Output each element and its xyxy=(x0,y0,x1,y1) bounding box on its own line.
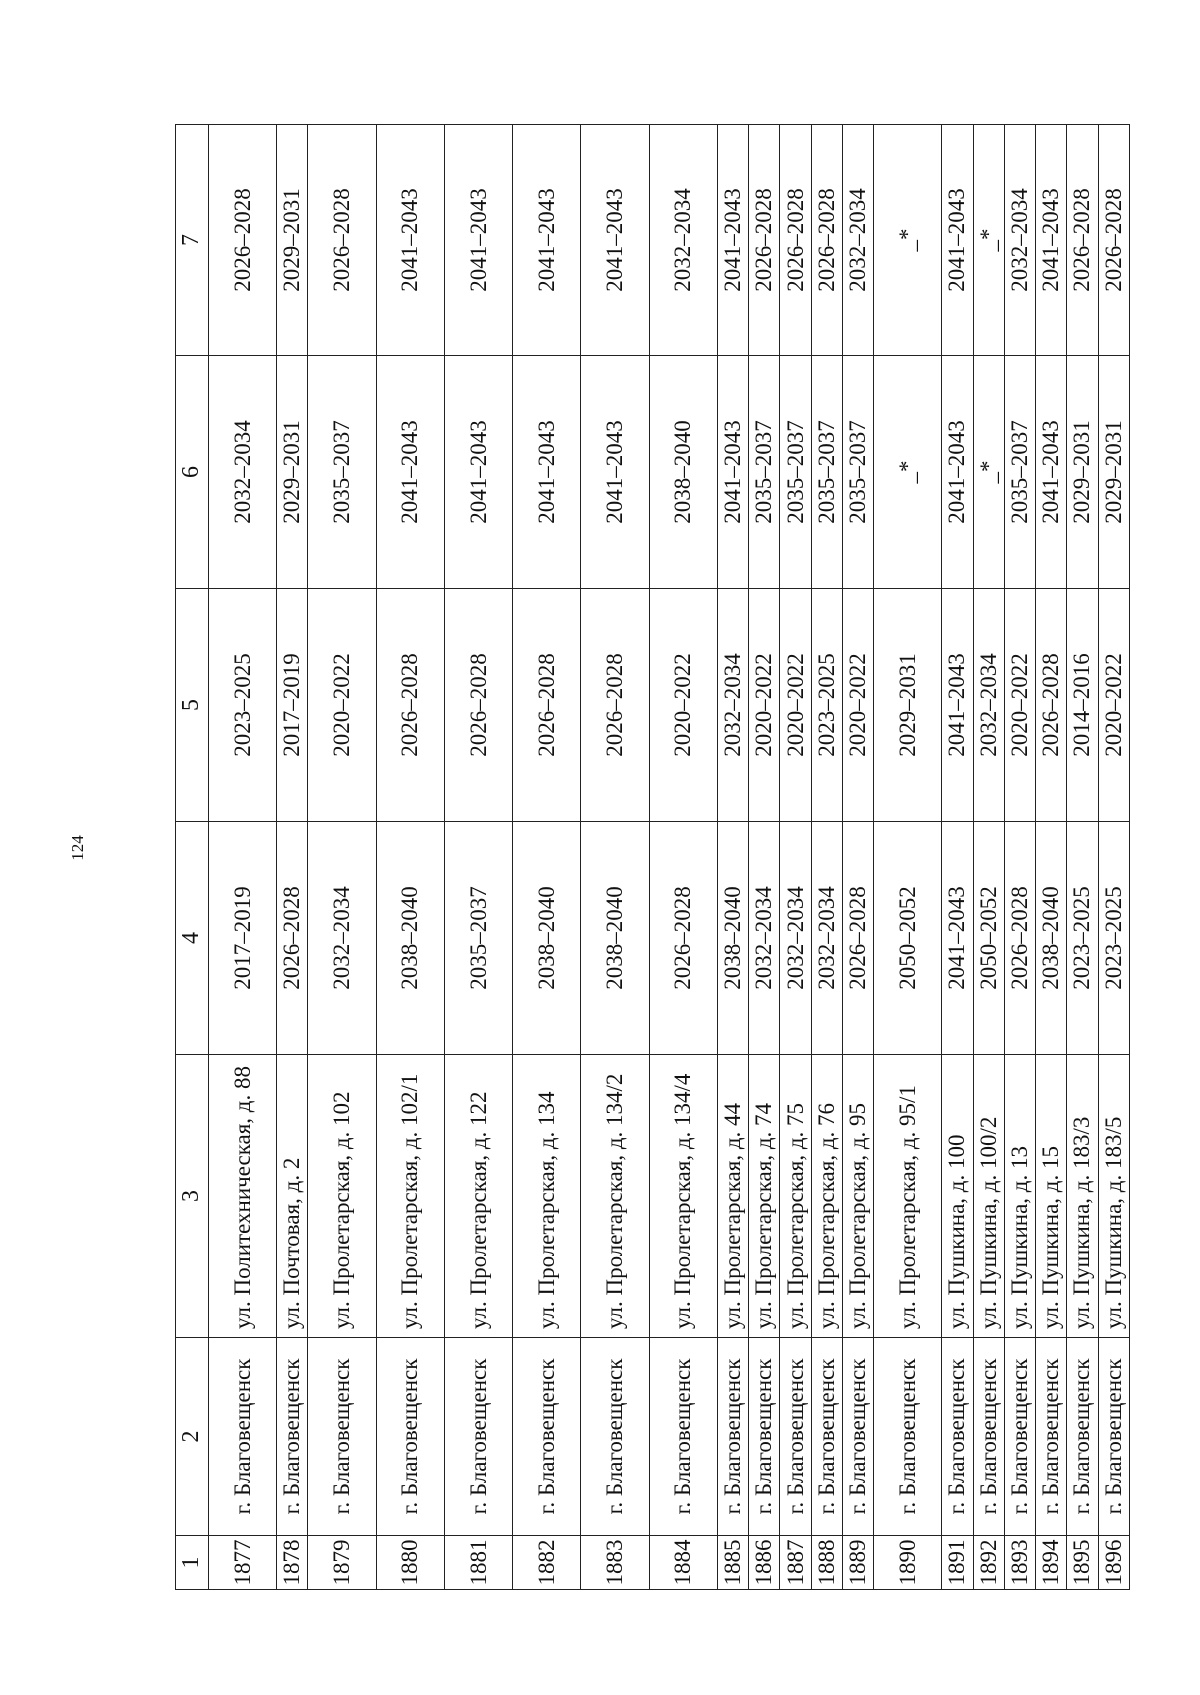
period-cell: 2041–2043 xyxy=(717,356,748,589)
period-cell: 2032–2034 xyxy=(842,125,873,356)
period-cell: 2041–2043 xyxy=(942,589,973,822)
period-cell: 2035–2037 xyxy=(780,356,811,589)
period-cell: 2026–2028 xyxy=(209,125,277,356)
table-row xyxy=(874,125,942,1590)
period-cell: 2032–2034 xyxy=(749,822,780,1055)
column-header: 5 xyxy=(176,589,209,822)
address-cell: ул. Пролетарская, д. 95/1 xyxy=(874,1055,942,1338)
city-cell: г. Благовещенск xyxy=(1004,1338,1035,1536)
table-row xyxy=(842,125,873,1590)
city-cell: г. Благовещенск xyxy=(1036,1338,1067,1536)
period-cell: 2026–2028 xyxy=(749,125,780,356)
period-cell: _* xyxy=(973,356,1004,589)
period-cell: 2026–2028 xyxy=(1004,822,1035,1055)
period-cell: 2032–2034 xyxy=(973,589,1004,822)
table-row xyxy=(780,125,811,1590)
row-number: 1878 xyxy=(277,1536,308,1590)
period-cell: 2038–2040 xyxy=(581,822,649,1055)
table-row xyxy=(749,125,780,1590)
row-number: 1894 xyxy=(1036,1536,1067,1590)
address-cell: ул. Пушкина, д. 100 xyxy=(942,1055,973,1338)
period-cell: 2041–2043 xyxy=(376,356,444,589)
address-cell: ул. Пролетарская, д. 134/2 xyxy=(581,1055,649,1338)
table-row xyxy=(1004,125,1035,1590)
period-cell: 2041–2043 xyxy=(581,356,649,589)
period-cell: 2041–2043 xyxy=(1036,125,1067,356)
city-cell: г. Благовещенск xyxy=(376,1338,444,1536)
table-row xyxy=(1036,125,1067,1590)
rotated-table-container xyxy=(175,125,1130,1590)
period-cell: 2038–2040 xyxy=(717,822,748,1055)
city-cell: г. Благовещенск xyxy=(277,1338,308,1536)
city-cell: г. Благовещенск xyxy=(780,1338,811,1536)
period-cell: 2032–2034 xyxy=(209,356,277,589)
row-number: 1885 xyxy=(717,1536,748,1590)
city-cell: г. Благовещенск xyxy=(942,1338,973,1536)
period-cell: 2026–2028 xyxy=(581,589,649,822)
table-row xyxy=(308,125,376,1590)
city-cell: г. Благовещенск xyxy=(1067,1338,1098,1536)
city-cell: г. Благовещенск xyxy=(513,1338,581,1536)
row-number: 1883 xyxy=(581,1536,649,1590)
address-cell: ул. Пушкина, д. 183/3 xyxy=(1067,1055,1098,1338)
period-cell: _* xyxy=(874,125,942,356)
address-cell: ул. Пушкина, д. 13 xyxy=(1004,1055,1035,1338)
period-cell: 2041–2043 xyxy=(444,356,512,589)
address-cell: ул. Пролетарская, д. 74 xyxy=(749,1055,780,1338)
period-cell: 2041–2043 xyxy=(581,125,649,356)
period-cell: 2032–2034 xyxy=(1004,125,1035,356)
period-cell: 2020–2022 xyxy=(1004,589,1035,822)
period-cell: 2029–2031 xyxy=(277,125,308,356)
period-cell: 2035–2037 xyxy=(749,356,780,589)
row-number: 1877 xyxy=(209,1536,277,1590)
period-cell: 2014–2016 xyxy=(1067,589,1098,822)
period-cell: 2038–2040 xyxy=(649,356,717,589)
table-row xyxy=(717,125,748,1590)
row-number: 1880 xyxy=(376,1536,444,1590)
city-cell: г. Благовещенск xyxy=(581,1338,649,1536)
city-cell: г. Благовещенск xyxy=(973,1338,1004,1536)
period-cell: 2026–2028 xyxy=(1098,125,1129,356)
period-cell: 2041–2043 xyxy=(942,822,973,1055)
period-cell: 2026–2028 xyxy=(811,125,842,356)
period-cell: 2032–2034 xyxy=(717,589,748,822)
period-cell: 2050–2052 xyxy=(874,822,942,1055)
period-cell: 2038–2040 xyxy=(376,822,444,1055)
period-cell: 2041–2043 xyxy=(513,125,581,356)
row-number: 1881 xyxy=(444,1536,512,1590)
table-row xyxy=(942,125,973,1590)
city-cell: г. Благовещенск xyxy=(209,1338,277,1536)
column-header: 2 xyxy=(176,1338,209,1536)
row-number: 1882 xyxy=(513,1536,581,1590)
period-cell: 2041–2043 xyxy=(942,356,973,589)
period-cell: 2023–2025 xyxy=(1067,822,1098,1055)
period-cell: 2026–2028 xyxy=(842,822,873,1055)
header-row xyxy=(176,125,209,1590)
table-row xyxy=(1067,125,1098,1590)
period-cell: 2026–2028 xyxy=(1067,125,1098,356)
period-cell: 2026–2028 xyxy=(277,822,308,1055)
address-cell: ул. Почтовая, д. 2 xyxy=(277,1055,308,1338)
schedule-table xyxy=(175,124,1130,1590)
period-cell: 2038–2040 xyxy=(513,822,581,1055)
table-row xyxy=(1098,125,1129,1590)
period-cell: 2020–2022 xyxy=(308,589,376,822)
period-cell: 2035–2037 xyxy=(1004,356,1035,589)
period-cell: _* xyxy=(874,356,942,589)
column-header: 3 xyxy=(176,1055,209,1338)
table-row xyxy=(277,125,308,1590)
row-number: 1879 xyxy=(308,1536,376,1590)
address-cell: ул. Пролетарская, д. 102/1 xyxy=(376,1055,444,1338)
period-cell: 2029–2031 xyxy=(1098,356,1129,589)
period-cell: 2017–2019 xyxy=(209,822,277,1055)
table-row xyxy=(376,125,444,1590)
period-cell: 2041–2043 xyxy=(942,125,973,356)
period-cell: 2041–2043 xyxy=(444,125,512,356)
address-cell: ул. Пролетарская, д. 76 xyxy=(811,1055,842,1338)
row-number: 1884 xyxy=(649,1536,717,1590)
period-cell: 2029–2031 xyxy=(277,356,308,589)
period-cell: 2020–2022 xyxy=(780,589,811,822)
period-cell: 2020–2022 xyxy=(649,589,717,822)
address-cell: ул. Пролетарская, д. 102 xyxy=(308,1055,376,1338)
address-cell: ул. Пролетарская, д. 95 xyxy=(842,1055,873,1338)
table-row xyxy=(444,125,512,1590)
period-cell: 2020–2022 xyxy=(749,589,780,822)
table-row xyxy=(973,125,1004,1590)
page-number: 124 xyxy=(68,835,87,861)
period-cell: 2023–2025 xyxy=(209,589,277,822)
period-cell: 2026–2028 xyxy=(649,822,717,1055)
row-number: 1896 xyxy=(1098,1536,1129,1590)
period-cell: 2026–2028 xyxy=(1036,589,1067,822)
table-row xyxy=(581,125,649,1590)
city-cell: г. Благовещенск xyxy=(717,1338,748,1536)
row-number: 1889 xyxy=(842,1536,873,1590)
table-row xyxy=(649,125,717,1590)
column-header: 7 xyxy=(176,125,209,356)
table-row xyxy=(513,125,581,1590)
address-cell: ул. Пролетарская, д. 75 xyxy=(780,1055,811,1338)
period-cell: 2020–2022 xyxy=(1098,589,1129,822)
city-cell: г. Благовещенск xyxy=(444,1338,512,1536)
column-header: 4 xyxy=(176,822,209,1055)
city-cell: г. Благовещенск xyxy=(842,1338,873,1536)
city-cell: г. Благовещенск xyxy=(1098,1338,1129,1536)
address-cell: ул. Политехническая, д. 88 xyxy=(209,1055,277,1338)
period-cell: 2035–2037 xyxy=(444,822,512,1055)
period-cell: 2029–2031 xyxy=(874,589,942,822)
city-cell: г. Благовещенск xyxy=(749,1338,780,1536)
address-cell: ул. Пролетарская, д. 44 xyxy=(717,1055,748,1338)
period-cell: 2038–2040 xyxy=(1036,822,1067,1055)
period-cell: 2032–2034 xyxy=(308,822,376,1055)
address-cell: ул. Пролетарская, д. 122 xyxy=(444,1055,512,1338)
period-cell: 2023–2025 xyxy=(1098,822,1129,1055)
period-cell: _* xyxy=(973,125,1004,356)
row-number: 1893 xyxy=(1004,1536,1035,1590)
row-number: 1886 xyxy=(749,1536,780,1590)
address-cell: ул. Пушкина, д. 100/2 xyxy=(973,1055,1004,1338)
period-cell: 2050–2052 xyxy=(973,822,1004,1055)
row-number: 1892 xyxy=(973,1536,1004,1590)
period-cell: 2041–2043 xyxy=(1036,356,1067,589)
period-cell: 2020–2022 xyxy=(842,589,873,822)
period-cell: 2029–2031 xyxy=(1067,356,1098,589)
address-cell: ул. Пушкина, д. 15 xyxy=(1036,1055,1067,1338)
address-cell: ул. Пушкина, д. 183/5 xyxy=(1098,1055,1129,1338)
address-cell: ул. Пролетарская, д. 134/4 xyxy=(649,1055,717,1338)
row-number: 1890 xyxy=(874,1536,942,1590)
period-cell: 2017–2019 xyxy=(277,589,308,822)
period-cell: 2041–2043 xyxy=(376,125,444,356)
period-cell: 2023–2025 xyxy=(811,589,842,822)
row-number: 1888 xyxy=(811,1536,842,1590)
table-row xyxy=(209,125,277,1590)
period-cell: 2035–2037 xyxy=(811,356,842,589)
period-cell: 2041–2043 xyxy=(513,356,581,589)
city-cell: г. Благовещенск xyxy=(874,1338,942,1536)
row-number: 1887 xyxy=(780,1536,811,1590)
period-cell: 2032–2034 xyxy=(780,822,811,1055)
address-cell: ул. Пролетарская, д. 134 xyxy=(513,1055,581,1338)
period-cell: 2026–2028 xyxy=(308,125,376,356)
period-cell: 2026–2028 xyxy=(780,125,811,356)
period-cell: 2026–2028 xyxy=(376,589,444,822)
period-cell: 2026–2028 xyxy=(444,589,512,822)
city-cell: г. Благовещенск xyxy=(308,1338,376,1536)
period-cell: 2035–2037 xyxy=(842,356,873,589)
row-number: 1895 xyxy=(1067,1536,1098,1590)
column-header: 6 xyxy=(176,356,209,589)
period-cell: 2035–2037 xyxy=(308,356,376,589)
city-cell: г. Благовещенск xyxy=(649,1338,717,1536)
city-cell: г. Благовещенск xyxy=(811,1338,842,1536)
period-cell: 2026–2028 xyxy=(513,589,581,822)
period-cell: 2032–2034 xyxy=(649,125,717,356)
period-cell: 2032–2034 xyxy=(811,822,842,1055)
period-cell: 2041–2043 xyxy=(717,125,748,356)
row-number: 1891 xyxy=(942,1536,973,1590)
table-row xyxy=(811,125,842,1590)
column-header: 1 xyxy=(176,1536,209,1590)
